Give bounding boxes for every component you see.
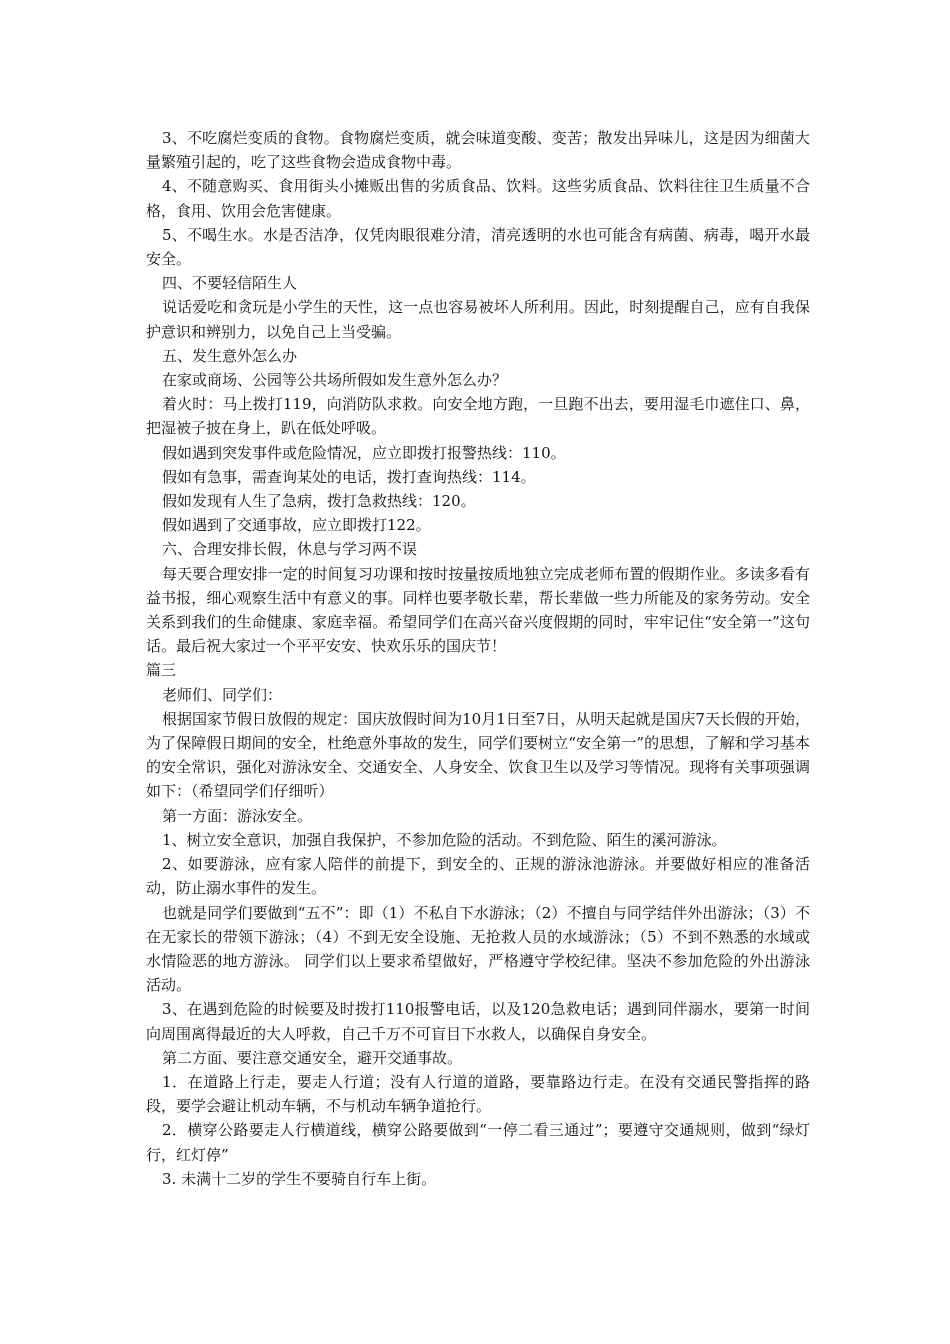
- section-heading: 六、合理安排长假，休息与学习两不误: [162, 540, 418, 559]
- paragraph: 1．在道路上行走，要走人行道；没有人行道的道路，要靠路边行走。在没有交通民警指挥的路段，要学会避让机动车辆，不与机动车辆争道抢行。: [146, 1072, 810, 1116]
- section-heading: 第一方面：游泳安全。: [162, 806, 313, 825]
- paragraph: 2、如要游泳，应有家人陪伴的前提下，到安全的、正规的游泳池游泳。并要做好相应的准备活动，防止溺水事件的发生。: [146, 855, 810, 898]
- paragraph: 4、不随意购买、食用街头小摊贩出售的劣质食品、饮料。这些劣质食品、饮料往往卫生质量不合格，食用、饮用会危害健康。: [146, 177, 810, 220]
- paragraph: 假如有急事，需查询某处的电话，拨打查询热线：114。: [162, 467, 536, 486]
- document-body: [146, 126, 810, 1191]
- paragraph: 假如发现有人生了急病，拨打急救热线：120。: [162, 492, 476, 511]
- paragraph: 假如遇到突发事件或危险情况，应立即拨打报警热线：110。: [162, 443, 566, 462]
- paragraph: 根据国家节假日放假的规定：国庆放假时间为10月1日至7日，从明天起就是国庆7天长假的开始，为了保障假日期间的安全，杜绝意外事故的发生，同学们要树立“安全第一”的思想，了解和学习基本的安全常识，强化对游泳安全、交通安全、人身安全、饮食卫生以及学习等情况。现将有关事项强调如下：（希望同学们仔细听）: [146, 709, 810, 801]
- paragraph: 在家或商场、公园等公共场所假如发生意外怎么办？: [162, 371, 508, 390]
- section-heading: 第二方面、要注意交通安全，避开交通事故。: [162, 1048, 463, 1067]
- section-heading: 四、不要轻信陌生人: [162, 274, 298, 293]
- paragraph: 每天要合理安排一定的时间复习功课和按时按量按质地独立完成老师布置的假期作业。多读多看有益书报，细心观察生活中有意义的事。同样也要孝敬长辈，帮长辈做一些力所能及的家务劳动。安全关系到我们的生命健康、家庭幸福。希望同学们在高兴奋兴度假期的同时，牢牢记住“安全第一”这句话。最后祝大家过一个平平安安、快欢乐乐的国庆节！: [146, 564, 810, 656]
- paragraph: 3. 未满十二岁的学生不要骑自行车上街。: [162, 1169, 437, 1188]
- paragraph: 说话爱吃和贪玩是小学生的天性，这一点也容易被坏人所利用。因此，时刻提醒自己，应有自我保护意识和辨别力，以免自己上当受骗。: [146, 298, 810, 341]
- paragraph: 也就是同学们要做到“五不”：即（1）不私自下水游泳；（2）不擅自与同学结伴外出游泳；（3）不在无家长的带领下游泳；（4）不到无安全设施、无抢救人员的水域游泳；（5）不到不熟悉的水域或水情险恶的地方游泳。 同学们以上要求希望做好，严格遵守学校纪律。坚决不参加危险的外出游泳活动。: [146, 903, 810, 995]
- paragraph: 3、在遇到危险的时候要及时拨打110报警电话，以及120急救电话；遇到同伴溺水，要第一时间向周围离得最近的大人呼救，自己千万不可盲目下水救人，以确保自身安全。: [146, 1000, 810, 1043]
- part-heading: 篇三: [146, 661, 177, 680]
- paragraph: 3、不吃腐烂变质的食物。食物腐烂变质，就会味道变酸、变苦；散发出异味儿，这是因为细菌大量繁殖引起的，吃了这些食物会造成食物中毒。: [146, 129, 810, 172]
- paragraph: 着火时：马上拨打119，向消防队求救。向安全地方跑，一旦跑不出去，要用湿毛巾遮住口、鼻，把湿被子披在身上，趴在低处呼吸。: [146, 395, 810, 438]
- paragraph: 5、不喝生水。水是否洁净，仅凭肉眼很难分清，清亮透明的水也可能含有病菌、病毒，喝开水最安全。: [146, 225, 810, 269]
- paragraph: 假如遇到了交通事故，应立即拨打122。: [162, 516, 431, 535]
- paragraph: 2．横穿公路要走人行横道线，横穿公路要做到“一停二看三通过”；要遵守交通规则，做到“绿灯行，红灯停”: [146, 1121, 810, 1164]
- salutation: 老师们、同学们：: [162, 685, 283, 704]
- section-heading: 五、发生意外怎么办: [162, 346, 298, 365]
- paragraph: 1、树立安全意识，加强自我保护，不参加危险的活动。不到危险、陌生的溪河游泳。: [162, 830, 727, 849]
